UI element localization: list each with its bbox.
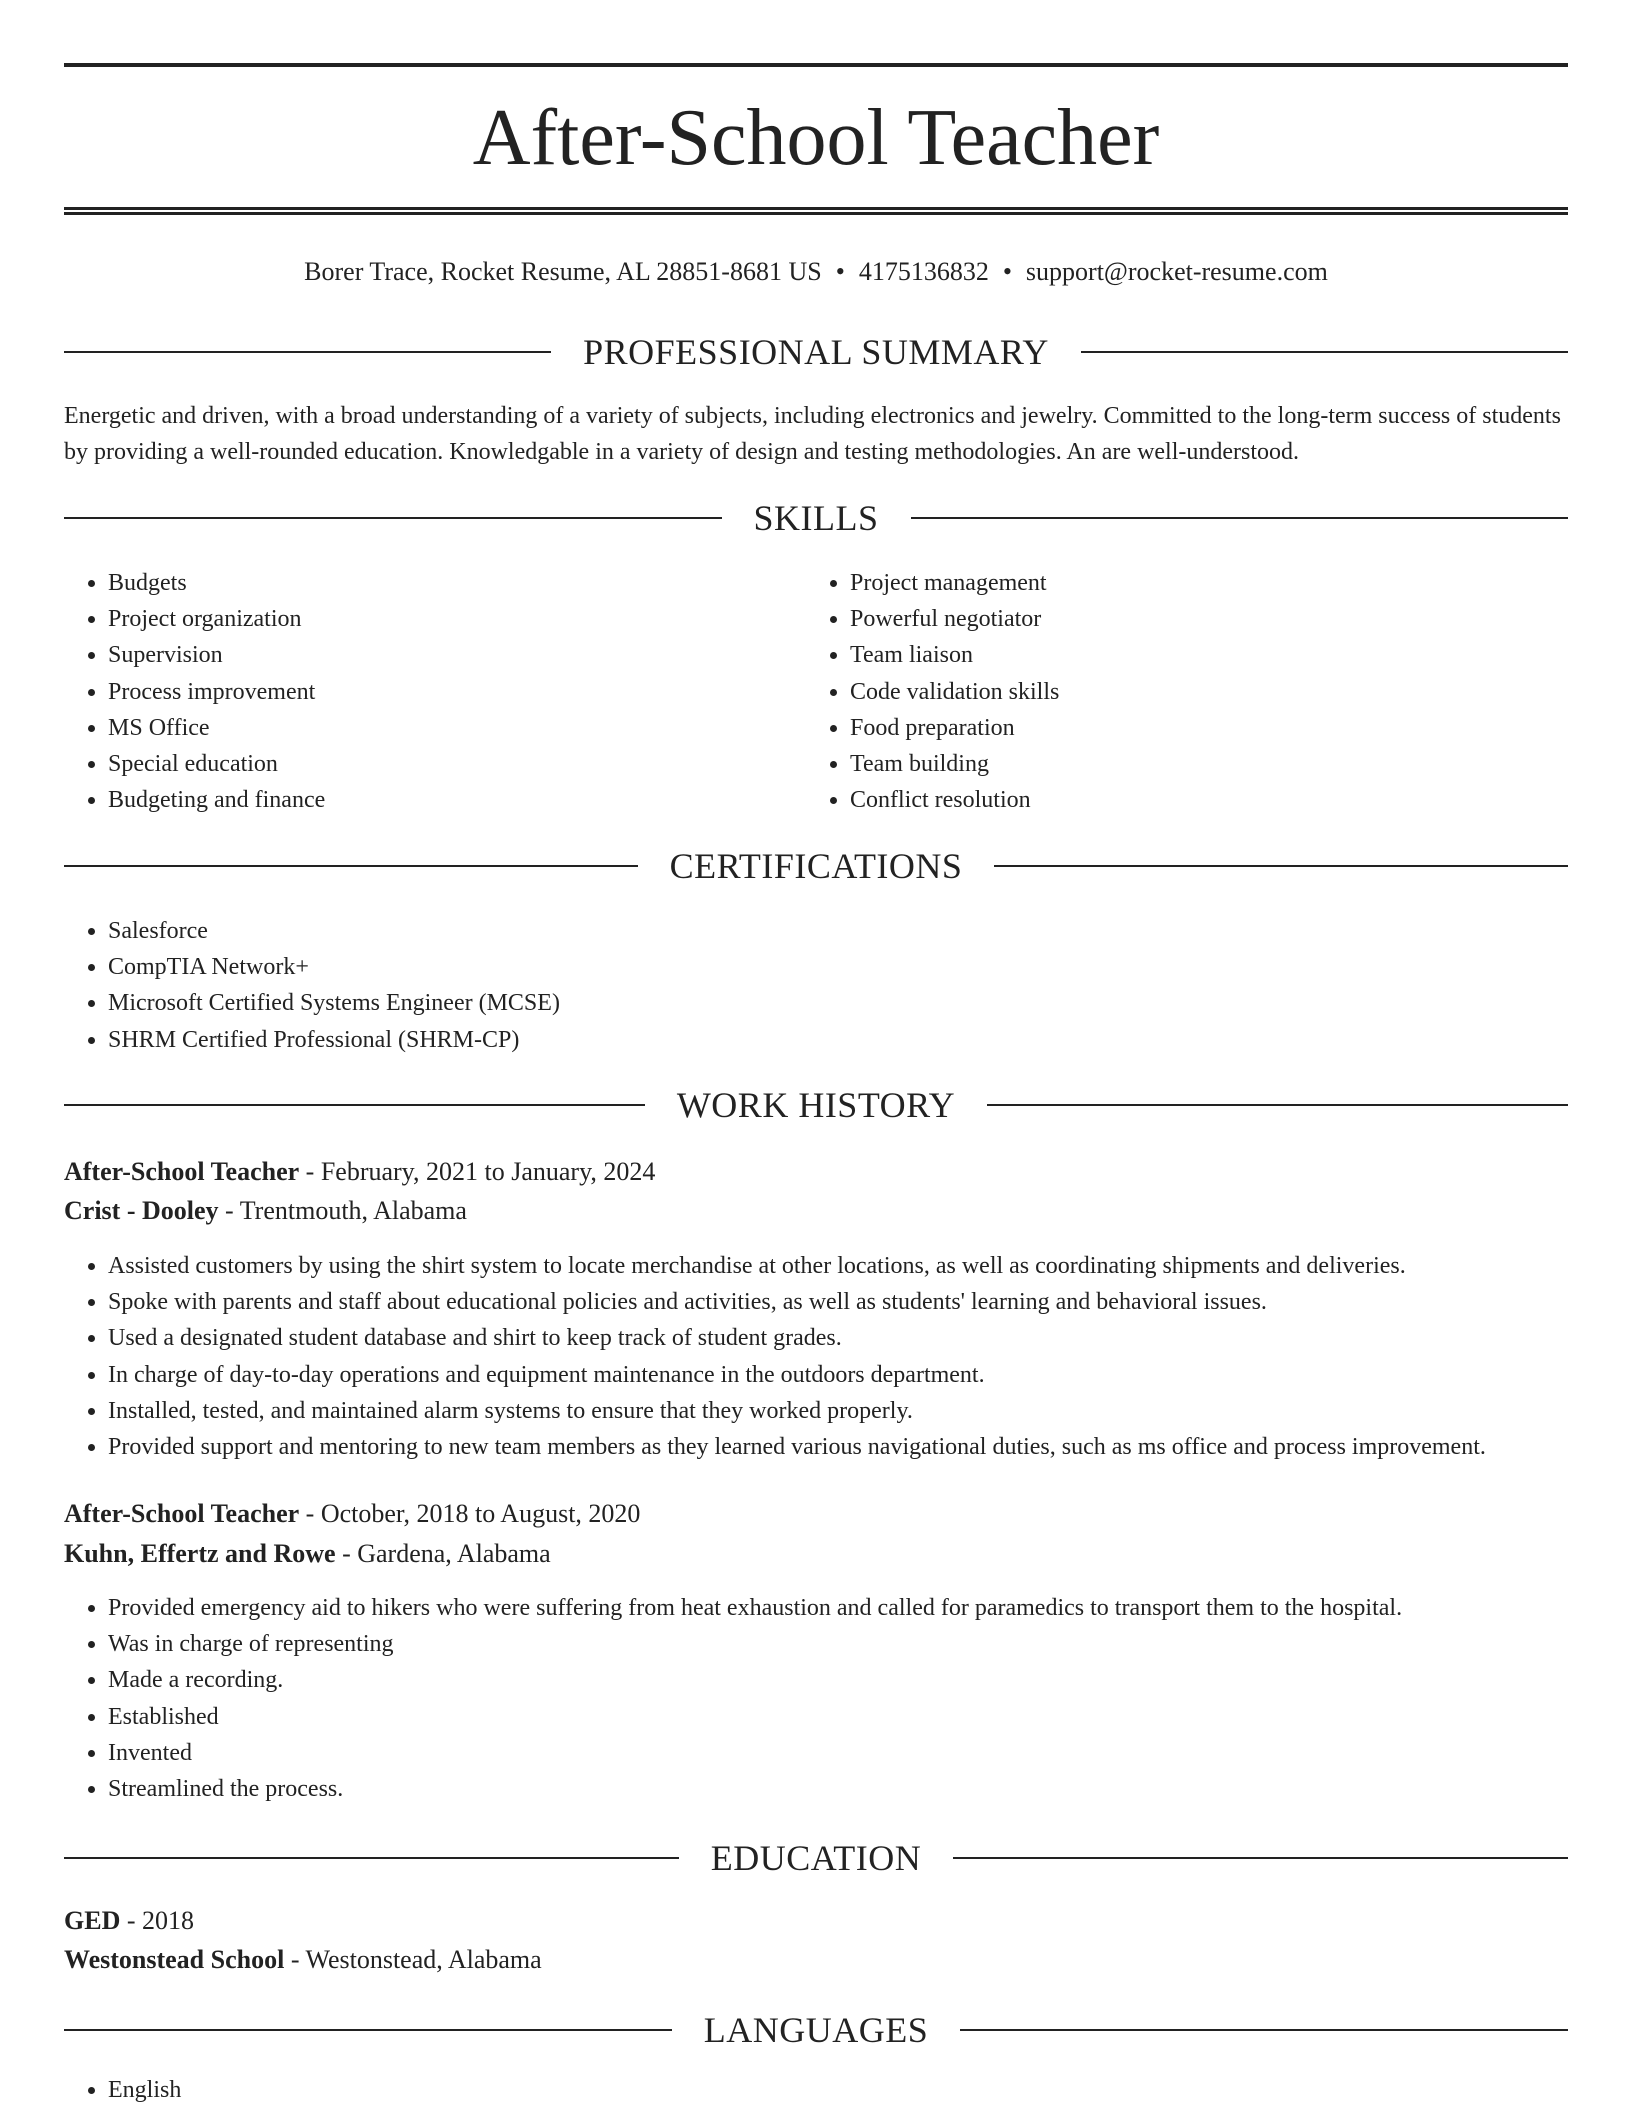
job-bullet-item: • Provided support and mentoring to new team members as they learned various navigational duties, such as ms office and process improvement.	[108, 1429, 1612, 1465]
job-company-line	[64, 1192, 1568, 1230]
contact-phone: 4175136832	[858, 257, 989, 286]
education-school: Westonstead School	[64, 1945, 285, 1974]
section-rule	[994, 865, 1568, 867]
section-title: SKILLS	[753, 498, 879, 538]
section-rule	[64, 1857, 679, 1859]
skills-list-left	[64, 565, 808, 818]
certification-item: • CompTIA Network+	[108, 949, 1568, 985]
section-rule	[911, 517, 1569, 519]
education-year: - 2018	[120, 1906, 195, 1935]
section-rule	[953, 1857, 1568, 1859]
education-degree-line	[64, 1902, 1568, 1940]
section-rule	[960, 2029, 1568, 2031]
title-rule-top	[64, 63, 1568, 67]
section-heading-languages	[64, 2008, 1568, 2052]
resume-title: After-School Teacher	[472, 94, 1160, 182]
contact-separator: •	[835, 257, 845, 286]
section-heading-summary	[64, 330, 1568, 374]
section-title: PROFESSIONAL SUMMARY	[583, 332, 1049, 372]
job-bullet-item: • Assisted customers by using the shirt system to locate merchandise at other locations, as well as coordinating shipments and deliveries.	[108, 1248, 1612, 1284]
skill-item: • Conflict resolution	[850, 782, 1550, 818]
section-rule	[64, 2029, 672, 2031]
job-dates: - February, 2021 to January, 2024	[299, 1157, 656, 1186]
language-item: • English	[108, 2072, 1568, 2108]
skill-item: • Code validation skills	[850, 674, 1550, 710]
job-bullet-item: • Provided emergency aid to hikers who were suffering from heat exhaustion and called for paramedics to transport them to the hospital.	[108, 1590, 1612, 1626]
job-dates: - October, 2018 to August, 2020	[299, 1499, 641, 1528]
job-title-line	[64, 1153, 1568, 1191]
contact-line	[64, 254, 1568, 290]
job-title: After-School Teacher	[64, 1499, 300, 1528]
languages-list	[64, 2072, 1568, 2108]
contact-email: support@rocket-resume.com	[1025, 257, 1328, 286]
certification-item: • Salesforce	[108, 913, 1568, 949]
education-location: - Westonstead, Alabama	[284, 1945, 542, 1974]
section-rule	[64, 517, 722, 519]
skill-item: • Team liaison	[850, 637, 1550, 673]
section-heading-skills	[64, 496, 1568, 540]
section-heading-education	[64, 1836, 1568, 1880]
job-bullet-item: • Was in charge of representing	[108, 1626, 1612, 1662]
skill-item: • MS Office	[108, 710, 808, 746]
job-company: Kuhn, Effertz and Rowe	[64, 1539, 336, 1568]
education-degree: GED	[64, 1906, 121, 1935]
job-bullet-item: • Spoke with parents and staff about educational policies and activities, as well as students' learning and behavioral issues.	[108, 1284, 1612, 1320]
job-bullet-item: • In charge of day-to-day operations and equipment maintenance in the outdoors department.	[108, 1357, 1612, 1393]
job-bullet-item: • Established	[108, 1699, 1612, 1735]
skill-item: • Team building	[850, 746, 1550, 782]
section-title: WORK HISTORY	[676, 1085, 956, 1125]
skills-list-right	[806, 565, 1550, 818]
job-title-line	[64, 1495, 1568, 1533]
section-rule	[64, 1104, 645, 1106]
certifications-list	[64, 913, 1568, 1058]
section-heading-certifications	[64, 844, 1568, 888]
education-school-line	[64, 1941, 1568, 1979]
job-bullets	[64, 1590, 1612, 1807]
job-bullet-item: • Used a designated student database and shirt to keep track of student grades.	[108, 1320, 1612, 1356]
skill-item: • Powerful negotiator	[850, 601, 1550, 637]
skill-item: • Project organization	[108, 601, 808, 637]
certification-item: • SHRM Certified Professional (SHRM-CP)	[108, 1022, 1568, 1058]
job-location: - Gardena, Alabama	[335, 1539, 551, 1568]
job-company: Crist - Dooley	[64, 1196, 219, 1225]
job-title: After-School Teacher	[64, 1157, 300, 1186]
skill-item: • Budgets	[108, 565, 808, 601]
section-title: LANGUAGES	[703, 2010, 929, 2050]
skill-item: • Project management	[850, 565, 1550, 601]
job-location: - Trentmouth, Alabama	[218, 1196, 467, 1225]
contact-separator: •	[1002, 257, 1012, 286]
section-rule	[1081, 351, 1568, 353]
job-bullet-item: • Invented	[108, 1735, 1612, 1771]
title-rule-bottom	[64, 207, 1568, 215]
job-bullet-item: • Made a recording.	[108, 1662, 1612, 1698]
job-bullet-item: • Streamlined the process.	[108, 1771, 1612, 1807]
job-bullets	[64, 1248, 1612, 1465]
section-title: EDUCATION	[710, 1838, 922, 1878]
contact-address: Borer Trace, Rocket Resume, AL 28851-8681 US	[304, 257, 822, 286]
skill-item: • Food preparation	[850, 710, 1550, 746]
section-rule	[987, 1104, 1568, 1106]
section-heading-work-history	[64, 1083, 1568, 1127]
skill-item: • Supervision	[108, 637, 808, 673]
skill-item: • Budgeting and finance	[108, 782, 808, 818]
certification-item: • Microsoft Certified Systems Engineer (MCSE)	[108, 985, 1568, 1021]
skill-item: • Special education	[108, 746, 808, 782]
section-rule	[64, 865, 638, 867]
section-title: CERTIFICATIONS	[669, 846, 963, 886]
job-company-line	[64, 1535, 1568, 1573]
skill-item: • Process improvement	[108, 674, 808, 710]
job-bullet-item: • Installed, tested, and maintained alarm systems to ensure that they worked properly.	[108, 1393, 1612, 1429]
section-rule	[64, 351, 551, 353]
summary-text: Energetic and driven, with a broad understanding of a variety of subjects, including electronics and jewelry. Committed to the long-term success of students by providing a well-rounded education. Knowledgable in a variety of design and testing methodologies. An are well-understood.	[64, 403, 1561, 465]
